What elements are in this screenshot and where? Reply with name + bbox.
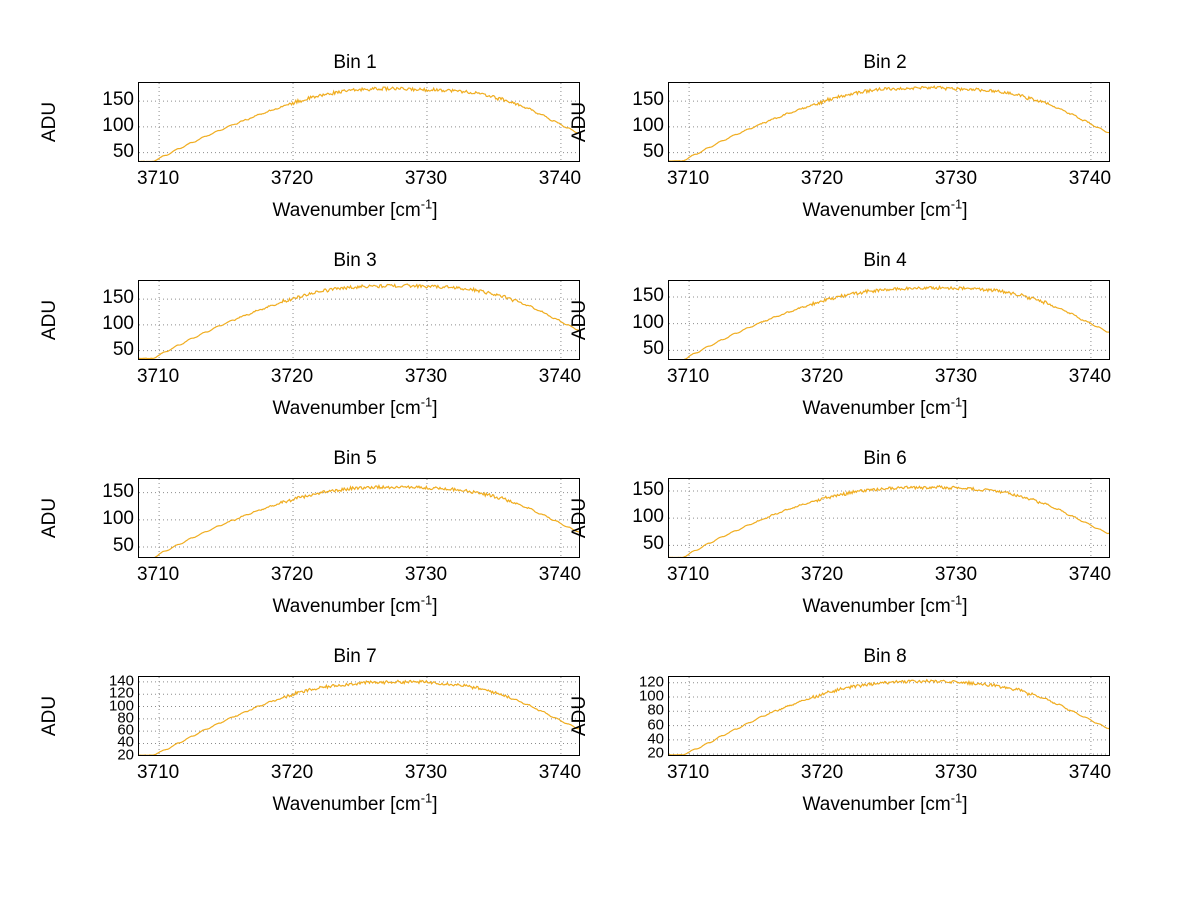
x-tick-label: 3710 — [136, 168, 180, 189]
y-tick-label: 40 — [647, 730, 664, 748]
series-line — [669, 83, 1110, 162]
x-axis-label-exponent: -1 — [420, 394, 433, 410]
x-axis-label-bracket: ] — [432, 794, 438, 815]
x-axis-label — [650, 196, 1120, 222]
x-tick-label: 3720 — [270, 168, 314, 189]
x-tick-label: 3720 — [270, 762, 314, 783]
x-axis-label-exponent: -1 — [950, 790, 963, 806]
y-tick-label: 150 — [632, 89, 664, 111]
plot-area — [138, 478, 580, 558]
y-tick-label: 150 — [102, 287, 134, 309]
x-axis-label-bracket: ] — [432, 596, 438, 617]
y-tick-label: 20 — [117, 746, 134, 764]
y-tick-label: 150 — [102, 480, 134, 502]
x-tick-label: 3740 — [538, 168, 582, 189]
x-axis-label-exponent: -1 — [420, 790, 433, 806]
plot-area — [138, 82, 580, 162]
x-tick-label: 3740 — [538, 762, 582, 783]
x-tick-label: 3710 — [666, 168, 710, 189]
x-tick-label: 3710 — [136, 366, 180, 387]
x-tick-label: 3730 — [404, 762, 448, 783]
x-axis-label-exponent: -1 — [420, 592, 433, 608]
x-axis-label-exponent: -1 — [950, 394, 963, 410]
y-tick-label: 150 — [102, 89, 134, 111]
y-tick-label: 50 — [642, 338, 664, 360]
chart-title: Bin 1 — [333, 52, 377, 73]
x-tick-label: 3740 — [1068, 762, 1112, 783]
x-axis-label-text: Wavenumber [cm — [802, 596, 951, 617]
y-axis-label: ADU — [569, 101, 590, 143]
x-axis-label-exponent: -1 — [950, 196, 963, 212]
x-axis-label — [650, 592, 1120, 618]
plot-area — [138, 676, 580, 756]
y-tick-label: 60 — [647, 716, 664, 734]
x-axis-label-text: Wavenumber [cm — [802, 200, 951, 221]
chart-panel — [569, 52, 1120, 237]
y-tick-label: 40 — [117, 733, 134, 751]
x-axis-label-text: Wavenumber [cm — [802, 794, 951, 815]
x-tick-label: 3730 — [934, 366, 978, 387]
chart-panel — [39, 646, 590, 831]
x-tick-label: 3710 — [136, 564, 180, 585]
x-axis-label — [120, 394, 590, 420]
y-tick-label: 60 — [117, 721, 134, 739]
y-tick-label: 50 — [642, 533, 664, 555]
chart-title: Bin 6 — [863, 448, 907, 469]
y-tick-label: 150 — [632, 478, 664, 500]
x-axis-label-text: Wavenumber [cm — [802, 398, 951, 419]
x-axis-label-text: Wavenumber [cm — [272, 794, 421, 815]
x-tick-label: 3740 — [1068, 564, 1112, 585]
y-axis-label: ADU — [39, 101, 60, 143]
plot-area — [138, 280, 580, 360]
y-tick-label: 100 — [102, 312, 134, 334]
chart-title: Bin 8 — [863, 646, 907, 667]
y-axis-label: ADU — [569, 497, 590, 539]
y-tick-label: 50 — [112, 535, 134, 557]
y-tick-label: 80 — [647, 701, 664, 719]
y-tick-label: 50 — [112, 338, 134, 360]
y-tick-label: 80 — [117, 709, 134, 727]
x-tick-label: 3730 — [404, 168, 448, 189]
y-tick-label: 120 — [108, 684, 134, 702]
x-tick-label: 3730 — [934, 564, 978, 585]
chart-title: Bin 3 — [333, 250, 377, 271]
chart-title: Bin 2 — [863, 52, 907, 73]
chart-panel — [39, 250, 590, 435]
x-axis-label-bracket: ] — [432, 398, 438, 419]
series-line — [139, 83, 580, 162]
y-tick-label: 100 — [632, 114, 664, 136]
x-tick-label: 3720 — [800, 762, 844, 783]
x-axis-label-text: Wavenumber [cm — [272, 596, 421, 617]
chart-title: Bin 5 — [333, 448, 377, 469]
series-line — [669, 281, 1110, 360]
series-line — [139, 281, 580, 360]
plot-area — [668, 676, 1110, 756]
x-tick-label: 3740 — [538, 564, 582, 585]
y-axis-label: ADU — [39, 695, 60, 737]
chart-panel — [569, 448, 1120, 633]
series-line — [139, 677, 580, 756]
x-tick-label: 3740 — [1068, 366, 1112, 387]
x-tick-label: 3710 — [136, 762, 180, 783]
y-tick-label: 150 — [632, 285, 664, 306]
y-tick-label: 140 — [108, 672, 134, 690]
x-axis-label-text: Wavenumber [cm — [272, 398, 421, 419]
y-tick-label: 100 — [638, 687, 664, 705]
x-tick-label: 3720 — [800, 564, 844, 585]
chart-panel — [39, 448, 590, 633]
x-tick-label: 3710 — [666, 564, 710, 585]
x-tick-label: 3710 — [666, 762, 710, 783]
y-tick-label: 100 — [632, 506, 664, 528]
x-axis-label-exponent: -1 — [950, 592, 963, 608]
series-line — [139, 479, 580, 558]
x-axis-label — [650, 790, 1120, 816]
x-tick-label: 3730 — [404, 366, 448, 387]
x-axis-label-bracket: ] — [962, 794, 968, 815]
x-tick-label: 3730 — [404, 564, 448, 585]
x-axis-label-exponent: -1 — [420, 196, 433, 212]
y-tick-label: 50 — [642, 140, 664, 162]
y-axis-label: ADU — [39, 299, 60, 341]
y-tick-label: 120 — [638, 673, 664, 691]
chart-title: Bin 7 — [333, 646, 377, 667]
y-tick-label: 100 — [108, 697, 134, 715]
series-line — [669, 479, 1110, 558]
x-axis-label-bracket: ] — [962, 200, 968, 221]
x-axis-label-text: Wavenumber [cm — [272, 200, 421, 221]
x-tick-label: 3740 — [538, 366, 582, 387]
x-axis-label-bracket: ] — [432, 200, 438, 221]
x-tick-label: 3740 — [1068, 168, 1112, 189]
x-tick-label: 3730 — [934, 762, 978, 783]
plot-area — [668, 82, 1110, 162]
chart-panel — [569, 250, 1120, 435]
y-axis-label: ADU — [39, 497, 60, 539]
x-axis-label-bracket: ] — [962, 596, 968, 617]
y-tick-label: 100 — [632, 311, 664, 333]
y-tick-label: 100 — [102, 507, 134, 529]
chart-panel — [569, 646, 1120, 831]
y-tick-label: 20 — [647, 744, 664, 762]
chart-title: Bin 4 — [863, 250, 907, 271]
x-axis-label — [120, 592, 590, 618]
x-axis-label — [120, 196, 590, 222]
x-tick-label: 3710 — [666, 366, 710, 387]
plot-area — [668, 280, 1110, 360]
y-axis-label: ADU — [569, 299, 590, 341]
x-tick-label: 3720 — [270, 564, 314, 585]
x-axis-label-bracket: ] — [962, 398, 968, 419]
plot-area — [668, 478, 1110, 558]
y-tick-label: 100 — [102, 114, 134, 136]
x-tick-label: 3730 — [934, 168, 978, 189]
x-tick-label: 3720 — [270, 366, 314, 387]
x-axis-label — [120, 790, 590, 816]
chart-panel — [39, 52, 590, 237]
x-tick-label: 3720 — [800, 366, 844, 387]
x-axis-label — [650, 394, 1120, 420]
y-axis-label: ADU — [569, 695, 590, 737]
series-line — [669, 677, 1110, 756]
y-tick-label: 50 — [112, 140, 134, 162]
x-tick-label: 3720 — [800, 168, 844, 189]
